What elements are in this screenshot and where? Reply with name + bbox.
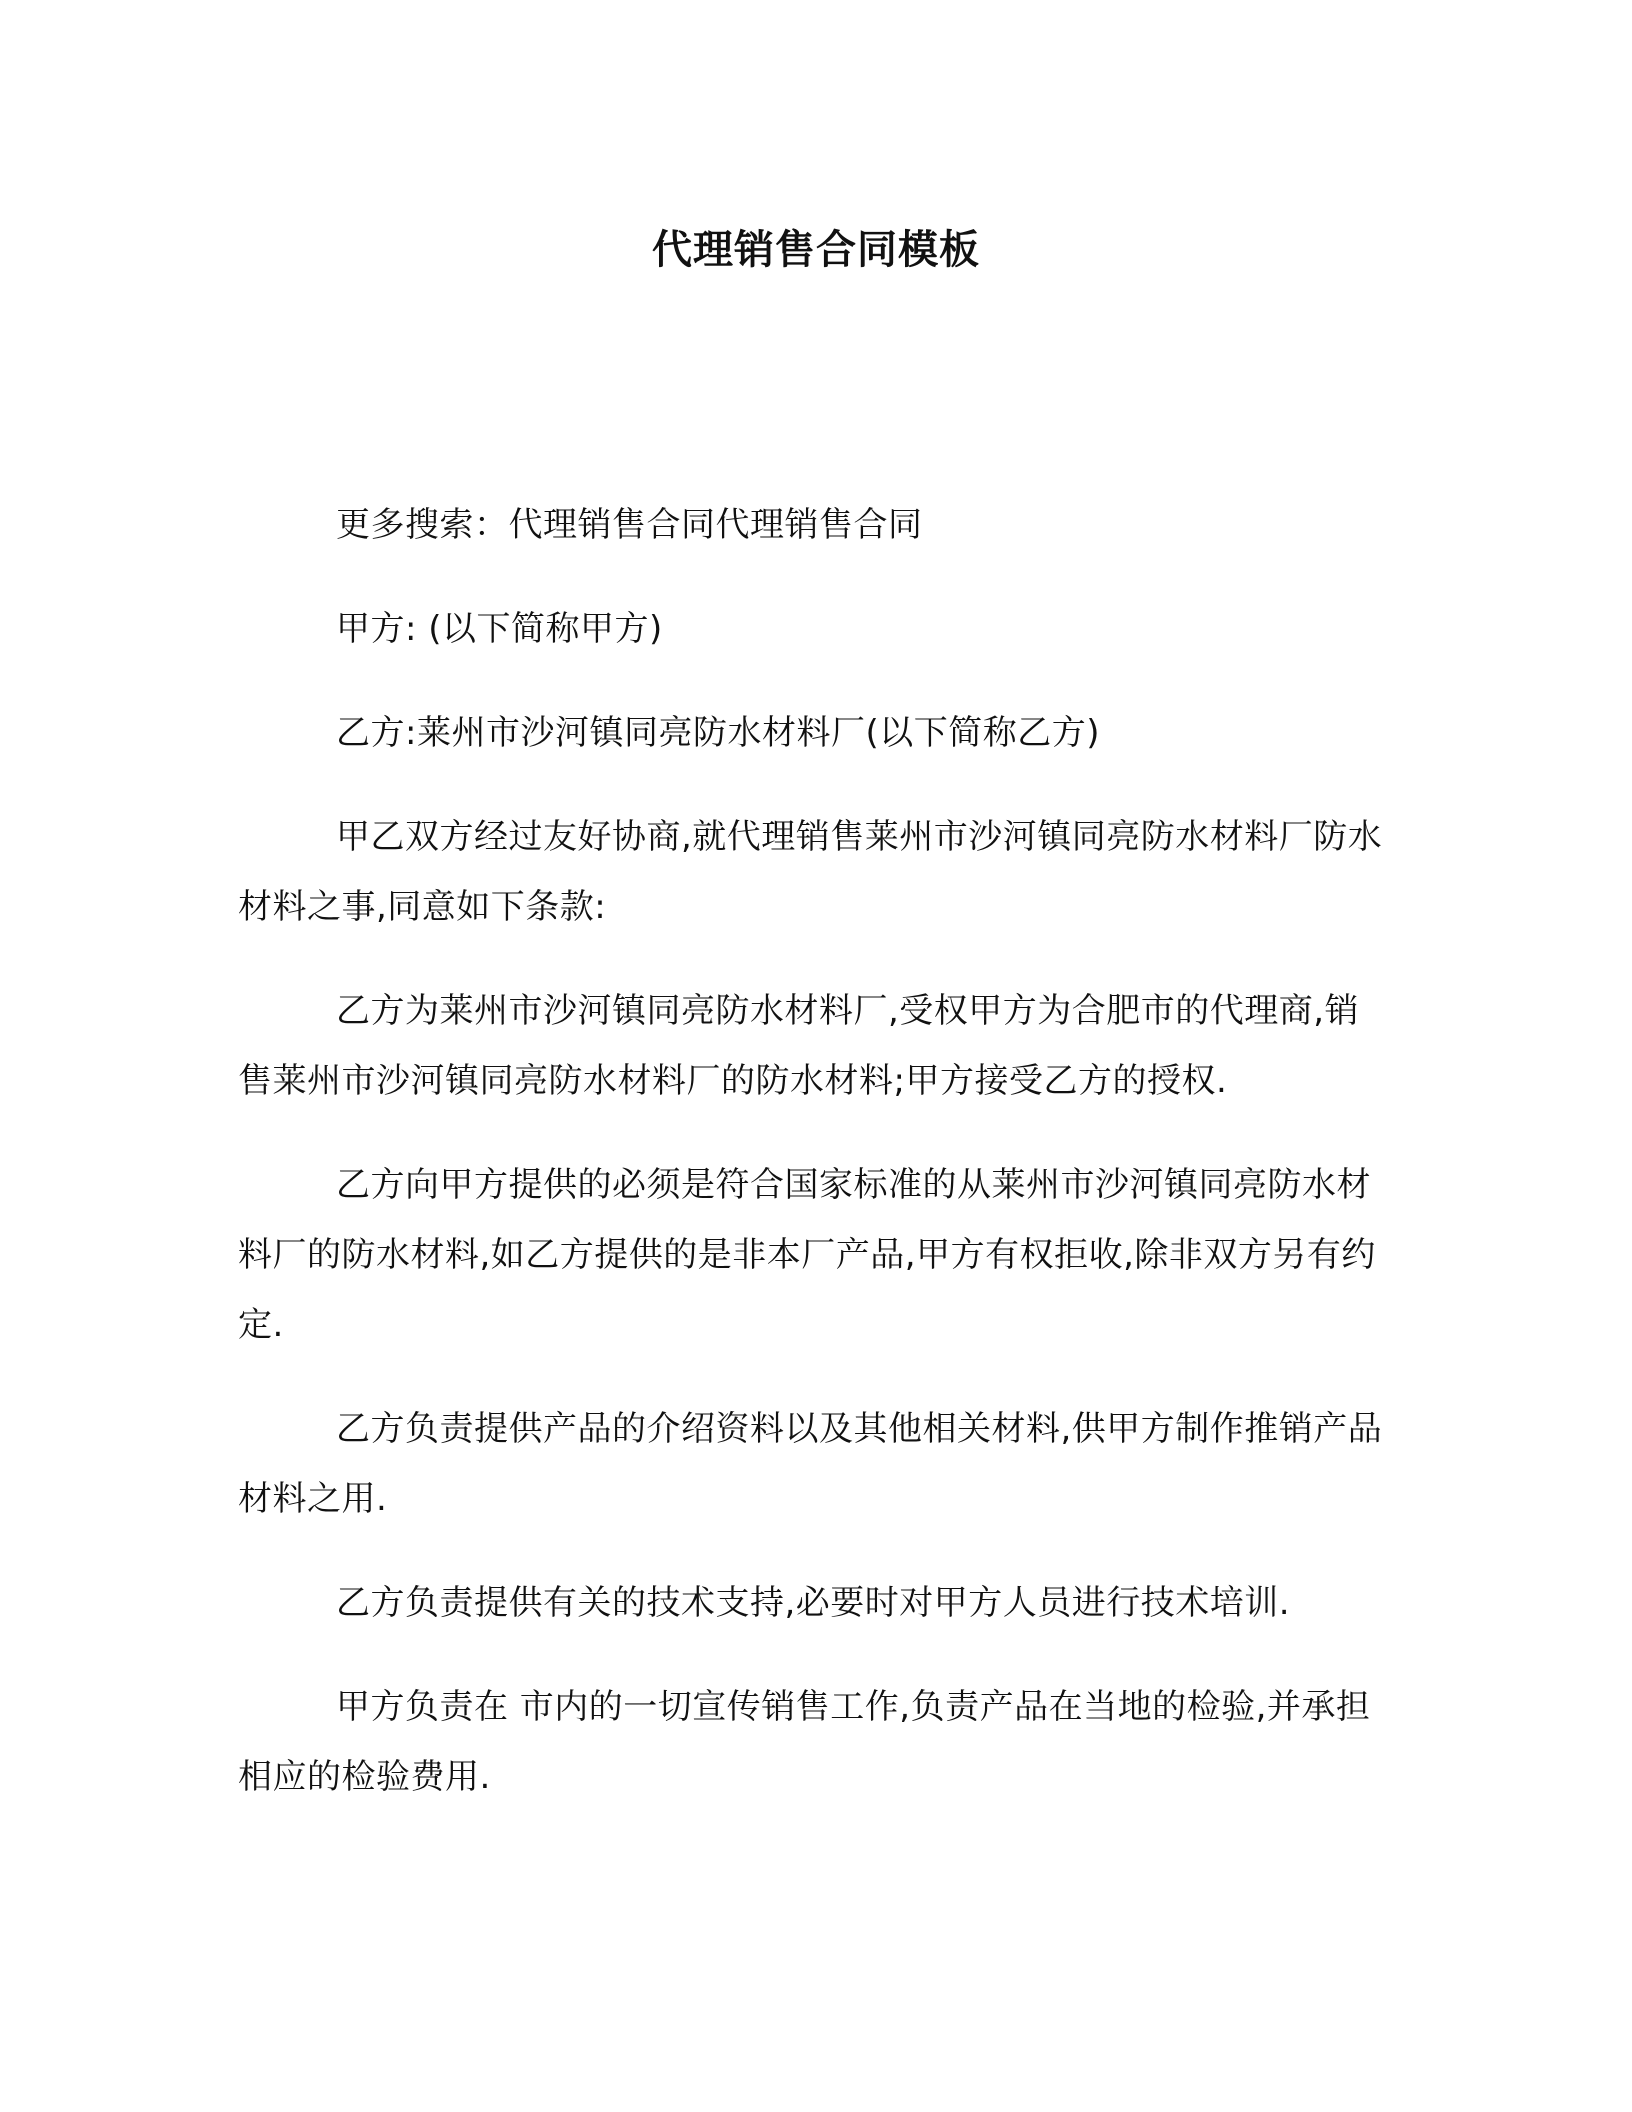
- paragraph-party-a: 甲方: (以下简称甲方): [336, 609, 663, 649]
- paragraph-party-b: 乙方:莱州市沙河镇同亮防水材料厂(以下简称乙方): [336, 713, 1100, 753]
- paragraph-authorization: 乙方为莱州市沙河镇同亮防水材料厂,受权甲方为合肥市的代理商,销售莱州市沙河镇同亮防水材料厂的防水材料;甲方接受乙方的授权.: [238, 991, 1360, 1101]
- paragraph-product-standard: 乙方向甲方提供的必须是符合国家标准的从莱州市沙河镇同亮防水材料厂的防水材料,如乙方提供的是非本厂产品,甲方有权拒收,除非双方另有约定.: [238, 1165, 1376, 1345]
- paragraph-materials: 乙方负责提供产品的介绍资料以及其他相关材料,供甲方制作推销产品材料之用.: [238, 1409, 1383, 1519]
- paragraph-party-a-duties: 甲方负责在 市内的一切宣传销售工作,负责产品在当地的检验,并承担相应的检验费用.: [238, 1687, 1371, 1797]
- document-body: [238, 490, 1388, 1846]
- document-title: 代理销售合同模板: [652, 227, 980, 273]
- paragraph-tech-support: 乙方负责提供有关的技术支持,必要时对甲方人员进行技术培训.: [336, 1583, 1291, 1623]
- paragraph-agreement-intro: 甲乙双方经过友好协商,就代理销售莱州市沙河镇同亮防水材料厂防水材料之事,同意如下条款:: [238, 817, 1383, 927]
- paragraph-more-search: 更多搜索：代理销售合同代理销售合同: [336, 505, 923, 545]
